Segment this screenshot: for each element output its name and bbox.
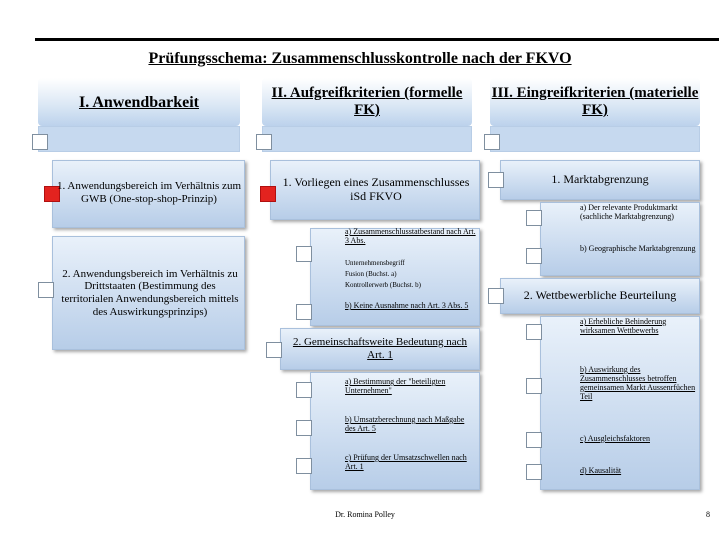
checkbox-col3-item1	[488, 172, 504, 188]
page-number: 8	[706, 510, 710, 519]
header-eingreifkriterien-label: III. Eingreifkriterien (materielle FK)	[491, 85, 699, 118]
col2-note-kontrollerwerb: Kontrollerwerb (Buchst. b)	[345, 281, 422, 289]
checkbox-col3-sub2c	[526, 432, 542, 448]
header-eingreifkriterien	[490, 78, 700, 126]
col2-header-strip	[262, 126, 472, 152]
checkbox-col2-sub2c	[296, 458, 312, 474]
checkbox-col2-sub2b	[296, 420, 312, 436]
marker-col2-item1	[260, 186, 276, 202]
col3-box-assessment-subsection	[540, 316, 700, 490]
checkbox-col2-sub-b	[296, 304, 312, 320]
col2-item2-text: 2. Gemeinschaftsweite Bedeutung nach Art. 1	[292, 336, 468, 361]
col3-item1-text: 1. Marktabgrenzung	[551, 172, 649, 187]
col2-sub2b-text: b) Umsatzberechnung nach Maßgabe des Art. 5	[345, 415, 465, 433]
col1-item1-text: 1. Anwendungsbereich im Verhältnis zum GWB (One-stop-shop-Prinzip)	[56, 180, 241, 205]
col1-item2-text: 2. Anwendungsbereich im Verhältnis zu Drittstaaten (Bestimmung des territorialen Anwendungsbereich mittels des Auswirkungsprinzips)	[61, 267, 239, 318]
col2-sub2c-text: c) Prüfung der Umsatzschwellen nach Art. 1	[345, 453, 467, 471]
checkbox-col3-sub-a	[526, 210, 542, 226]
col2-sub-b-text: b) Keine Ausnahme nach Art. 3 Abs. 5	[345, 301, 469, 310]
header-anwendbarkeit	[38, 78, 240, 126]
top-rule	[35, 38, 719, 41]
checkbox-col3-sub2d	[526, 464, 542, 480]
header-aufgreifkriterien	[262, 78, 472, 126]
checkbox-col2-sub-a	[296, 246, 312, 262]
checkbox-col2-sub2a	[296, 382, 312, 398]
col2-sub2a-text: a) Bestimmung der "beteiligten Unternehmen"	[345, 377, 446, 395]
col3-sub-a-text: a) Der relevante Produktmarkt (sachliche Marktabgrenzung)	[580, 203, 678, 221]
col3-header-strip	[490, 126, 700, 152]
col3-sub2a-text: a) Erhebliche Behinderung wirksamen Wettbewerbs	[580, 317, 667, 335]
checkbox-col3-item2	[488, 288, 504, 304]
checkbox-col2-item2	[266, 342, 282, 358]
col1-header-strip	[38, 126, 240, 152]
checkbox-col3-sub2a	[526, 324, 542, 340]
col3-sub2d-text: d) Kausalität	[580, 466, 622, 475]
col2-note-unternehmensbegriff: Unternehmensbegriff	[345, 259, 405, 267]
col2-note-fusion: Fusion (Buchst. a)	[345, 270, 397, 278]
checkbox-col2-header	[256, 134, 272, 150]
col2-sub-a-text: a) Zusammenschlusstatbestand nach Art. 3 Abs.	[345, 227, 476, 245]
col3-sub2c-text: c) Ausgleichsfaktoren	[580, 434, 650, 443]
col3-item2-text: 2. Wettbewerbliche Beurteilung	[523, 288, 677, 303]
header-anwendbarkeit-label: I. Anwendbarkeit	[78, 93, 200, 111]
header-aufgreifkriterien-label: II. Aufgreifkriterien (formelle FK)	[271, 85, 463, 118]
slide-title: Prüfungsschema: Zusammenschlusskontrolle nach der FKVO	[148, 50, 572, 67]
checkbox-col3-header	[484, 134, 500, 150]
col2-item1-text: 1. Vorliegen eines Zusammenschlusses iSd FKVO	[282, 175, 470, 203]
checkbox-col1-item2	[38, 282, 54, 298]
col3-sub-b-text: b) Geographische Marktabgrenzung	[580, 244, 696, 253]
checkbox-col3-sub2b	[526, 378, 542, 394]
checkbox-col3-sub-b	[526, 248, 542, 264]
checkbox-col1-header	[32, 134, 48, 150]
footer-author: Dr. Romina Polley	[335, 510, 395, 519]
col3-sub2b-text: b) Auswirkung des Zusammenschlusses betroffen gemeinsamen Markt Aussenrfüchen Teil	[580, 365, 696, 401]
